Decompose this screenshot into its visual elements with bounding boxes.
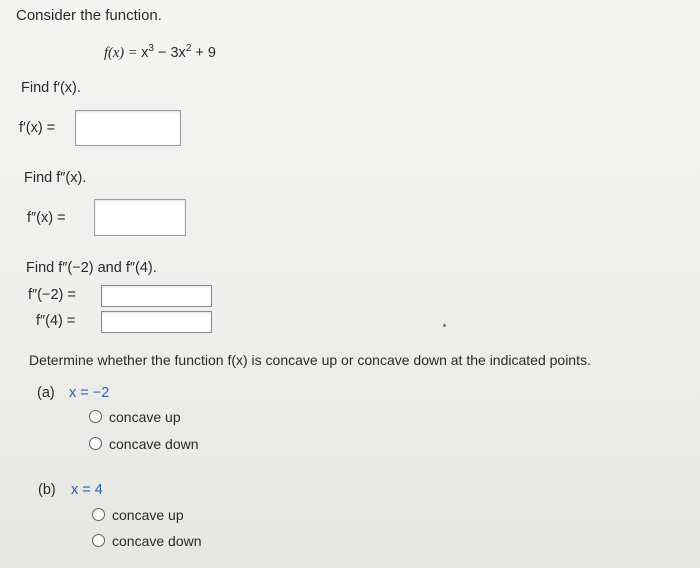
part-a-value: x = −2 — [69, 385, 110, 401]
function-plus: + 9 — [191, 45, 216, 61]
function-x: x — [141, 45, 149, 61]
part-b-concave-down-label[interactable]: concave down — [112, 533, 202, 549]
part-b-label: (b) — [38, 482, 56, 498]
stray-dot — [443, 324, 446, 327]
part-a-concave-down-radio[interactable] — [89, 437, 102, 450]
q2-label: f″(x) = — [27, 210, 66, 226]
first-derivative-input[interactable] — [75, 110, 181, 146]
second-derivative-at-neg2-input[interactable] — [101, 285, 212, 307]
part-a-concave-up-radio[interactable] — [89, 410, 102, 423]
part-b-concave-down-radio[interactable] — [92, 534, 105, 547]
function-exp3: 3 — [148, 43, 154, 54]
part-a-label: (a) — [37, 385, 55, 401]
function-definition — [104, 43, 216, 62]
q2-prompt: Find f″(x). — [24, 170, 87, 186]
q1-prompt: Find f′(x). — [21, 80, 81, 96]
q1-label: f′(x) = — [19, 120, 56, 136]
part-b-concave-up-label[interactable]: concave up — [112, 507, 184, 523]
function-exp2: 2 — [185, 43, 192, 54]
part-a-concave-up-label[interactable]: concave up — [109, 409, 181, 425]
q3-label-b: f″(4) = — [36, 313, 76, 329]
function-minus: − 3x — [153, 45, 186, 61]
second-derivative-at-4-input[interactable] — [101, 311, 212, 333]
q3-prompt: Find f″(−2) and f″(4). — [26, 260, 157, 276]
q4-prompt: Determine whether the function f(x) is concave up or concave down at the indicated points. — [29, 352, 591, 368]
function-lhs: f(x) = — [104, 45, 142, 61]
part-b-value: x = 4 — [71, 482, 103, 498]
part-b-concave-up-radio[interactable] — [92, 508, 105, 521]
q3-label-a: f″(−2) = — [28, 287, 76, 303]
intro-text: Consider the function. — [16, 7, 162, 24]
second-derivative-input[interactable] — [94, 199, 186, 236]
part-a-concave-down-label[interactable]: concave down — [109, 436, 199, 452]
